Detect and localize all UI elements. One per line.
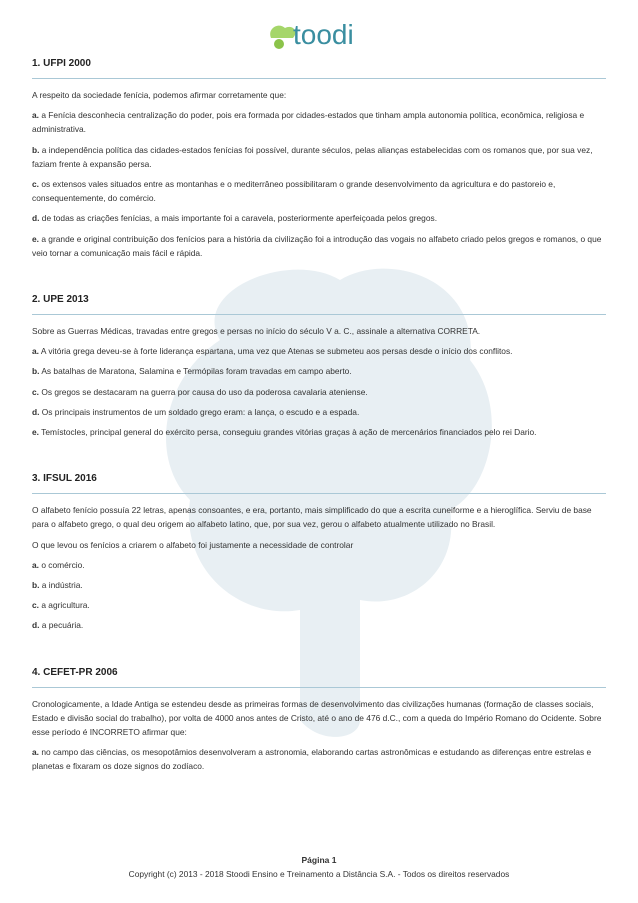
option-letter: b.	[32, 366, 40, 377]
answer-option	[32, 598, 606, 612]
option-text: a indústria.	[39, 580, 83, 591]
question-2	[32, 294, 606, 439]
option-letter: c.	[32, 600, 39, 611]
answer-option	[32, 745, 606, 773]
option-letter: d.	[32, 213, 40, 224]
option-text: o comércio.	[39, 559, 85, 570]
question-title: 1. UFPI 2000	[32, 58, 606, 79]
option-letter: e.	[32, 427, 39, 438]
option-text: a grande e original contribuição dos fenícios para a história da civilização foi a introdução das vogais no alfabeto criado pelos gregos e romanos, o que veio tornar a comunicação mais fácil e rápida.	[32, 233, 602, 258]
question-title: 4. CEFET-PR 2006	[32, 667, 606, 688]
option-letter: d.	[32, 406, 40, 417]
copyright-text: Copyright (c) 2013 - 2018 Stoodi Ensino e Treinamento a Distância S.A. - Todos os direitos reservados	[128, 869, 510, 879]
stoodi-logo	[265, 14, 385, 54]
answer-option	[32, 211, 606, 225]
question-3	[32, 473, 606, 632]
question-stem: Cronologicamente, a Idade Antiga se estendeu desde as primeiras formas de desenvolvimento das civilizações humanas (formação de classes sociais, Estado e divisão social do trabalho), por volta de 4000 anos antes de Cristo, até o ano de 476 d.C., com a queda do Império Romano do Ocidente. Sobre esse período é INCORRETO afirmar que:	[32, 698, 602, 738]
question-4	[32, 667, 606, 774]
answer-option	[32, 578, 606, 592]
option-text: de todas as criações fenícias, a mais importante foi a caravela, posteriormente aperfeiçoada pelos gregos.	[39, 213, 438, 224]
question-1	[32, 58, 606, 260]
option-text: Os gregos se destacaram na guerra por causa do uso da poderosa cavalaria ateniense.	[39, 386, 368, 397]
answer-option	[32, 385, 606, 399]
option-letter: a.	[32, 346, 39, 357]
option-letter: b.	[32, 144, 40, 155]
exam-content	[32, 58, 606, 808]
option-letter: e.	[32, 233, 39, 244]
answer-option	[32, 405, 606, 419]
answer-option	[32, 108, 606, 136]
question-stem: Sobre as Guerras Médicas, travadas entre gregos e persas no início do século V a. C., assinale a alternativa CORRETA.	[32, 326, 481, 337]
question-stem: A respeito da sociedade fenícia, podemos afirmar corretamente que:	[32, 90, 287, 100]
option-letter: a.	[32, 747, 39, 758]
option-text: As batalhas de Maratona, Salamina e Termópilas foram travadas em campo aberto.	[39, 366, 352, 377]
option-text: Os principais instrumentos de um soldado grego eram: a lança, o escudo e a espada.	[39, 406, 360, 417]
option-letter: d.	[32, 620, 40, 631]
answer-option	[32, 177, 606, 205]
page-footer	[0, 855, 638, 879]
question-title: 3. IFSUL 2016	[32, 473, 606, 494]
answer-option	[32, 618, 606, 632]
page-number: Página 1	[301, 855, 337, 865]
option-text: a pecuária.	[39, 620, 84, 631]
answer-option	[32, 558, 606, 572]
option-letter: b.	[32, 580, 40, 591]
option-text: os extensos vales situados entre as montanhas e o mediterrâneo possibilitaram o grande desenvolvimento da agricultura e do pastoreio e, consequentemente, do comércio.	[32, 179, 556, 204]
question-stem: O alfabeto fenício possuía 22 letras, apenas consoantes, e era, portanto, mais simplificado do que a escrita cuneiforme e a hieroglífica. Serviu de base para o alfabeto grego, o qual deu origem ao alfabeto latino, que, por sua vez, gerou o alfabeto atualmente utilizado no Brasil.	[32, 505, 592, 530]
option-text: a independência política das cidades-estados fenícias foi possível, durante séculos, pelas alianças estabelecidas com os romanos que, por sua vez, faziam frente à expansão persa.	[32, 144, 593, 169]
option-letter: a.	[32, 110, 39, 121]
answer-option	[32, 425, 606, 439]
answer-option	[32, 232, 606, 260]
option-letter: c.	[32, 386, 39, 397]
option-text: a Fenícia desconhecia centralização do poder, pois era formada por cidades-estados que tinham ampla autonomia política, econômica, religiosa e administrativa.	[32, 110, 585, 135]
option-text: a agricultura.	[39, 600, 90, 611]
question-stem: O que levou os fenícios a criarem o alfabeto foi justamente a necessidade de controlar	[32, 539, 354, 550]
option-text: no campo das ciências, os mesopotâmios desenvolveram a astronomia, elaborando cartas astronômicas e estudando as diferenças entre estrelas e planetas e fixaram os doze signos do zodíaco.	[32, 747, 592, 772]
option-text: Temístocles, principal general do exército persa, conseguiu grandes vitórias graças à ação de mercenários financiados pelo rei Dario.	[39, 427, 537, 438]
logo-text: toodi	[293, 19, 354, 50]
answer-option	[32, 364, 606, 378]
answer-option	[32, 143, 606, 171]
question-title: 2. UPE 2013	[32, 294, 606, 315]
option-letter: a.	[32, 559, 39, 570]
option-text: A vitória grega deveu-se à forte liderança espartana, uma vez que Atenas se submeteu aos persas desde o início dos conflitos.	[39, 346, 513, 357]
answer-option	[32, 344, 606, 358]
option-letter: c.	[32, 179, 39, 190]
